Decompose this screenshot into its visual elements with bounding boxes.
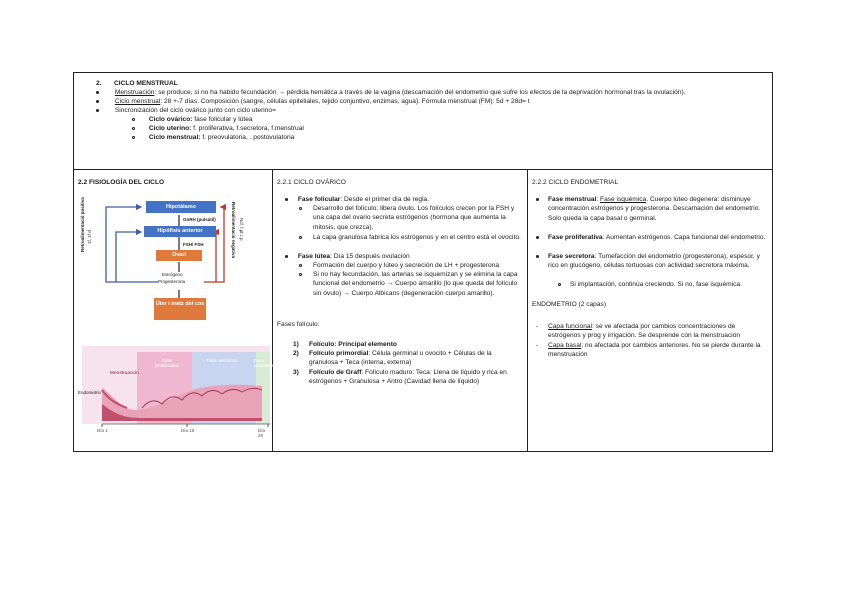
circle-bullet-icon <box>132 127 135 130</box>
term: Fase proliferativa <box>548 234 603 241</box>
header-subbullet <box>132 124 304 133</box>
dash-icon: - <box>536 342 539 349</box>
text: : Folículo maduro: Teca: Llena de líquido y rica en estrógenos + Granulosa + Antro (Cavidad llena de líquido) <box>309 369 507 386</box>
text: Formación del cuerpo y lúteo y secreción de LH + progesterona <box>313 262 500 269</box>
col1-title: 2.2 FISIOLOGÍA DEL CICLO <box>78 179 165 186</box>
negative-feedback-sub: Ncf, f.pl.c p <box>239 218 244 241</box>
ovari-box: Ovari <box>156 250 202 261</box>
term: Ciclo menstrual <box>114 98 161 105</box>
day15-label: Día 15 <box>181 428 195 433</box>
bullet-icon <box>536 198 539 201</box>
text: : se produce, si no ha habido fecundación → pérdida hemática a través de la vagina (descamación del endometrio que sufre los efectos de la deprivación hormonal tras la ovulación). <box>154 89 686 96</box>
physiology-cell <box>74 170 273 451</box>
header-bullet <box>96 88 766 97</box>
bullet-icon <box>536 236 539 239</box>
term: Capa funcional <box>548 323 592 330</box>
bullet-icon <box>96 100 99 103</box>
positive-feedback-sub: 1f, 1f d <box>87 230 92 244</box>
text: La capa granulosa fabrica los estrógenos y en el centro está el ovocito. <box>313 234 521 241</box>
endometrium-label: Endometrio <box>78 390 102 395</box>
negative-feedback-label: Retroalimentació negativa <box>231 202 236 259</box>
list-item: Fase menstrual: Fase isquémica. Cuerpo lúteo degenera: disminuye concentración estrógenos y progesterona. Descamación del endometrio. Solo queda la capa basal o germinal. <box>536 195 766 223</box>
header-cell <box>74 73 772 170</box>
list-subitem <box>299 204 521 232</box>
text: Sincronización del ciclo ovárico junto con ciclo uterino= <box>114 107 276 114</box>
text: : Célula germinal u ovocito + Células de la granulosa + Teca (interna, externa) <box>309 350 492 367</box>
circle-bullet-icon <box>299 207 302 210</box>
term: Fase secretora <box>548 253 595 260</box>
list-item <box>536 252 766 271</box>
gnrh-label: GnRH (pulsátil) <box>183 217 216 222</box>
text: f. preovulatoria, . postovulatoria <box>200 134 295 141</box>
section-title: CICLO MENSTRUAL <box>114 80 178 87</box>
phase-ischemic-label: Fase isquémica <box>254 358 275 368</box>
term: Capa basal <box>548 342 582 349</box>
circle-bullet-icon <box>299 236 302 239</box>
bullet-icon <box>536 255 539 258</box>
text: : no afectada por cambios anteriores. No se pierde durante la menstruación <box>548 342 761 359</box>
list-item <box>536 233 766 242</box>
uter-box: Úter i matz del cos <box>154 298 206 320</box>
bullet-icon <box>96 91 99 94</box>
list-item <box>285 252 521 261</box>
bullet-icon <box>285 198 288 201</box>
text: Si no hay fecundación, las arterias se isquemizan y se elimina la capa funcional del endometrio → Cuerpo amarillo (lo que queda del folículo sin óvulo) → Cuerpo Albicans (degeneración cuerpo amarillo). <box>313 271 518 297</box>
term: Folículo: Principal elemento <box>309 341 397 348</box>
term: Ciclo menstrual: <box>148 134 201 141</box>
circle-bullet-icon <box>558 283 561 286</box>
text: fase folicular y lútea <box>192 116 253 123</box>
progesterone-label: Progesterona <box>158 279 186 284</box>
bullet-icon <box>285 255 288 258</box>
fsh-lh-label: FSH/ FSH <box>183 242 204 247</box>
bullet-icon <box>96 109 99 112</box>
day28-label: Día 28 <box>258 428 266 438</box>
list-subitem <box>558 280 768 289</box>
phase-menstruation-label: Menstruación <box>110 371 139 376</box>
hipofisis-box: Hipófisis anterior <box>144 226 216 237</box>
text: Si implantación, continúa creciendo. Si no, fase isquémica. <box>570 281 742 288</box>
term2: Fase isquémica <box>600 196 647 203</box>
number: 1) <box>293 341 299 348</box>
hormone-diagram <box>80 192 264 327</box>
header-subbullet <box>132 133 294 142</box>
notes-table <box>73 72 773 452</box>
term: Menstruación <box>114 89 155 96</box>
list-item <box>293 340 521 349</box>
term: Fase lútea <box>297 253 331 260</box>
header-bullet <box>96 106 766 115</box>
ovarian-cycle-cell <box>273 170 528 451</box>
text: : Día 15 después ovulación <box>330 253 410 260</box>
circle-bullet-icon <box>132 118 135 121</box>
col2-title: 2.2.1 CICLO OVÁRICO <box>277 179 346 186</box>
term: Fase menstrual <box>548 196 597 203</box>
header-subbullet <box>132 115 253 124</box>
phase-secretory-label: Fase secretora <box>207 358 238 363</box>
list-subitem <box>299 261 521 270</box>
list-item <box>536 322 766 341</box>
list-subitem <box>299 270 521 298</box>
day1-label: Día 1 <box>97 428 108 433</box>
circle-bullet-icon <box>299 264 302 267</box>
header-bullet <box>96 97 766 106</box>
col3-title: 2.2.2 CICLO ENDOMETRIAL <box>532 179 619 186</box>
text: : Tumefacción del endometrio (progesterona), espesor, y rico en glucógeno, células tortuosas con actividad secretora máxima. <box>548 253 760 270</box>
text: Desarrollo del folículo: libera óvulo. Los folículos crecen por la FSH y una capa del ovario secreta estrógenos (hormona que aumenta la mitosis, que crezca). <box>313 205 515 231</box>
term: Folículo primordial <box>309 350 369 357</box>
text: : se ve afectada por cambios concentraciones de estrógenos y prog y irrigación. Se desprende con la menstruación <box>548 323 741 340</box>
endometrial-cycle-cell <box>528 170 772 451</box>
circle-bullet-icon <box>299 273 302 276</box>
list-item <box>293 368 521 387</box>
endometrium-title: ENDOMETRIO (2 capas) <box>532 301 607 308</box>
term: Ciclo ovárico: <box>148 116 193 123</box>
text: : 28 +-7 días. Composición (sangre, células epiteliales, tejido conjuntivo, enzimas, agua). Fórmula menstrual (FM): 5d + 28d= t <box>160 98 530 105</box>
term: Folículo de Graff <box>309 369 362 376</box>
term: Fase folicular <box>297 196 341 203</box>
positive-feedback-label: Retroalimentació positiva <box>80 197 85 252</box>
hipotalamo-box: Hipotálamo <box>146 201 216 213</box>
list-item <box>536 341 766 360</box>
term: Ciclo uterino: <box>148 125 192 132</box>
text: : Desde el primer día de regla. <box>340 196 430 203</box>
section-number: 2. <box>96 80 102 87</box>
endometrium-chart <box>78 346 275 438</box>
list-subitem <box>299 233 521 242</box>
list-item <box>285 195 521 204</box>
dash-icon: - <box>536 323 539 330</box>
text: . Cuerpo lúteo degenera: disminuye concentración estrógenos y progesterona. Descamación del endometrio. Solo queda la capa basal o germinal. <box>548 196 761 222</box>
number: 3) <box>293 369 299 376</box>
fases-title: Fases folículo: <box>277 321 320 328</box>
phase-proliferative-label: Fase proliferativa <box>155 358 179 368</box>
list-item <box>293 349 521 368</box>
text: : Aumentan estrógenos. Capa funcional del endometrio. <box>602 234 766 241</box>
text: f. proliferativa, f.secretora, f.menstrual <box>191 125 304 132</box>
circle-bullet-icon <box>132 136 135 139</box>
estrogens-label: Estrógeno <box>162 272 183 277</box>
number: 2) <box>293 350 299 357</box>
